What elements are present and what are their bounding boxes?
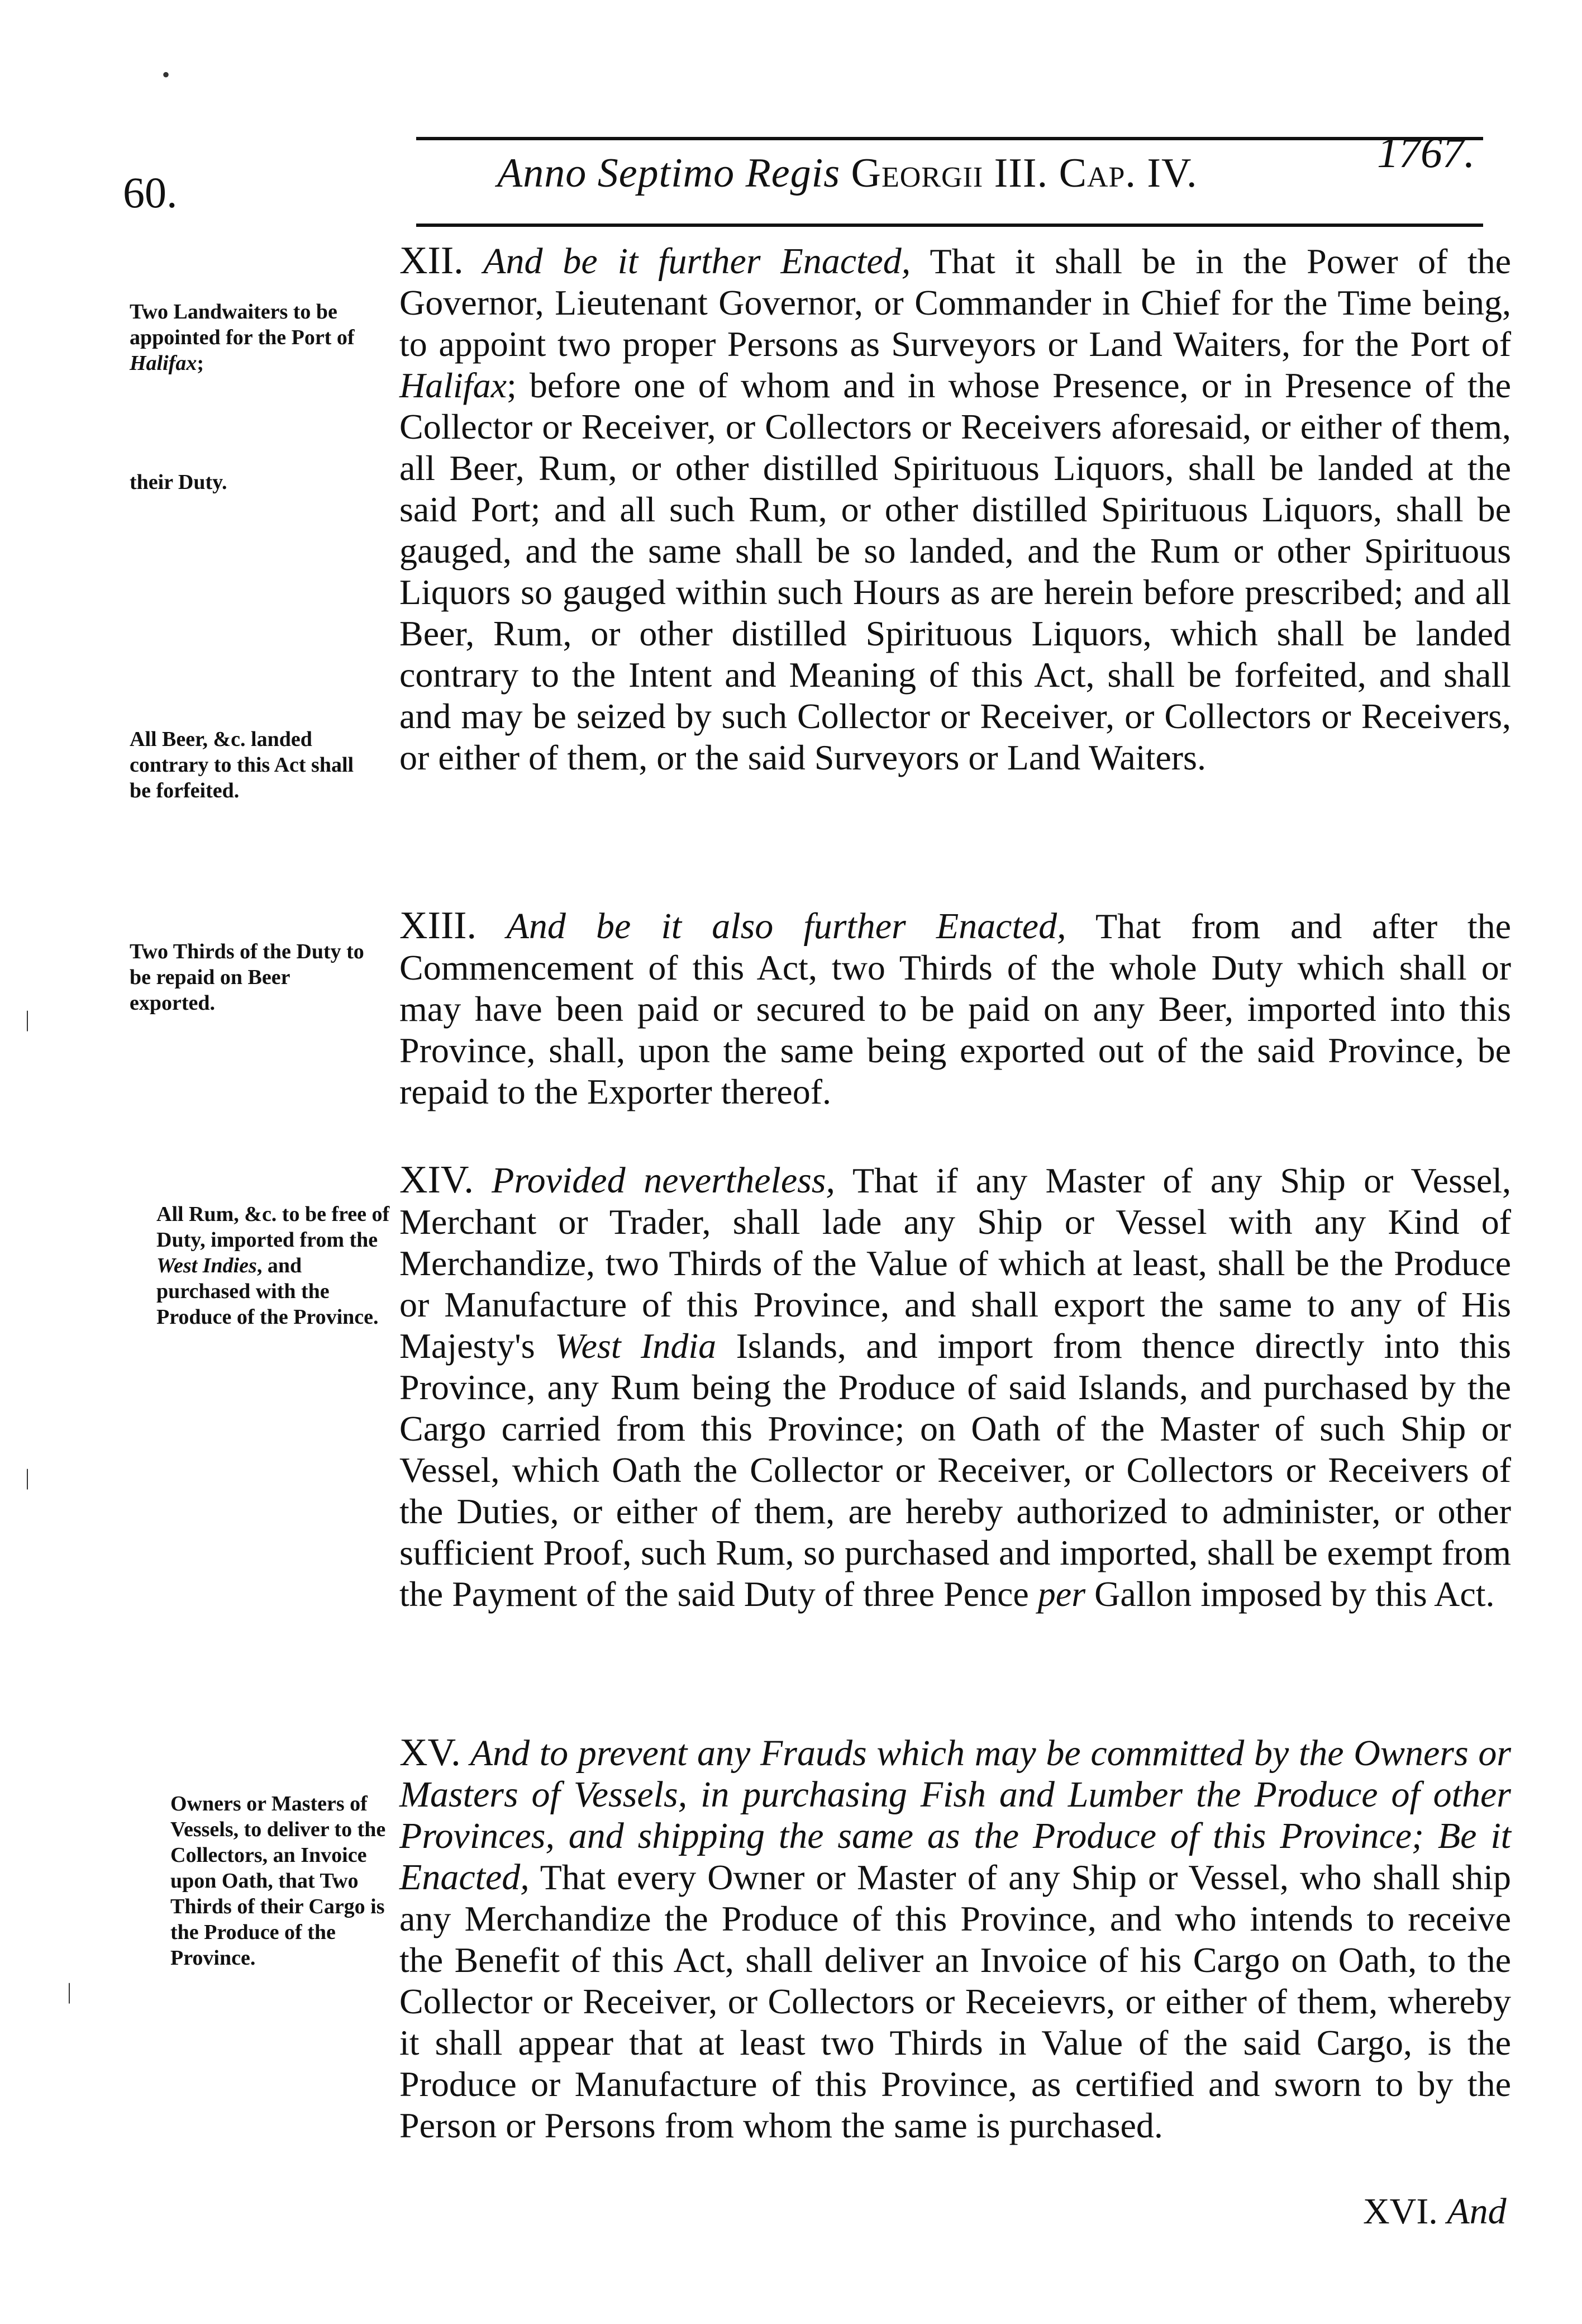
- running-head-italic: Anno Septimo Regis: [497, 150, 841, 196]
- sidenote-text: Two Landwaiters to be appointed for the Port of: [130, 300, 355, 349]
- sidenote-duty: their Duty.: [130, 470, 227, 494]
- sidenote-text: All Rum, &c. to be free of Duty, imported from the: [156, 1203, 390, 1252]
- catchword-number: XVI.: [1363, 2191, 1438, 2232]
- section-place: Halifax: [399, 365, 507, 405]
- section-xiii: [399, 905, 1511, 1113]
- stray-mark: |: [25, 1006, 30, 1032]
- sidenote-beer-exported: Two Thirds of the Duty to be repaid on Beer exported.: [130, 940, 364, 1015]
- stray-mark: |: [67, 1979, 72, 2004]
- section-text: Islands, and import from thence directly into this Province, any Rum being the Produce of said Islands, and purchased by the Cargo carried from this Province; on Oath of the Master of such Ship or Vessel, which Oath the Collector or Receiver, or Collectors or Receivers of the Duties, or either of them, are hereby authorized to administer, or other sufficient Proof, such Rum, so purchased and imported, shall be exempt from the Payment of the said Duty of three Pence: [399, 1326, 1512, 1614]
- section-lead: Provided nevertheless,: [492, 1160, 835, 1201]
- section-per: per: [1037, 1574, 1086, 1614]
- section-number: XV.: [399, 1731, 461, 1774]
- section-text: That every Owner or Master of any Ship or Vessel, who shall ship any Merchandize the Produce of this Province, and who intends to receive the Benefit of this Act, shall deliver an Invoice of his Cargo on Oath, to the Collector or Receiver, or Collectors or Receievrs, or either of them, whereby it shall appear that at least two Thirds in Value of the said Cargo, is the Produce or Manufacture of this Province, as certified and sworn to by the Person or Persons from whom the same is purchased.: [399, 1857, 1511, 2145]
- sidenote-place: West Indies: [156, 1254, 257, 1277]
- sidenote-text: , and purchased with the Produce of the Province.: [156, 1254, 379, 1329]
- sidenote-text: ;: [197, 351, 204, 375]
- header-rule-bottom: [416, 224, 1483, 227]
- stray-mark: |: [25, 1465, 30, 1490]
- section-xv: [399, 1732, 1511, 2146]
- section-lead: And be it also further Enacted,: [506, 906, 1066, 947]
- section-lead: And to prevent any Frauds which may be committed by the Owners or Masters of Vessels, in purchasing Fish and Lumber the Produce of other Provinces, and shipping the same as the Produce of this Province; Be it Enacted,: [399, 1733, 1512, 1898]
- page-number: 60.: [123, 168, 178, 217]
- section-number: XIV.: [399, 1158, 474, 1201]
- section-number: XIII.: [399, 904, 476, 947]
- section-number: XII.: [399, 239, 464, 282]
- sidenote-rum-free: [156, 1201, 391, 1330]
- section-xii: [399, 240, 1511, 778]
- section-text: That from and after the Commencement of this Act, two Thirds of the whole Duty which shall or may have been paid or secured to be paid on any Beer, imported into this Province, shall, upon the same being exported out of the said Province, be repaid to the Exporter thereof.: [399, 906, 1512, 1111]
- section-text: ; before one of whom and in whose Presence, or in Presence of the Collector or Receiver, or Collectors or Receivers aforesaid, or either of them, all Beer, Rum, or other distilled Spirituous Liquors, shall be landed at the said Port; and all such Rum, or other distilled Spirituous Liquors, shall be gauged, and the same shall be so landed, and the Rum or other Spirituous Liquors so gauged within such Hours as are herein before prescribed; and all Beer, Rum, or other distilled Spirituous Liquors, which shall be landed contrary to the Intent and Meaning of this Act, shall be forfeited, and shall and may be seized by such Collector or Receiver, or Collectors or Receivers, or either of them, or the said Surveyors or Land Waiters.: [399, 365, 1511, 777]
- running-head-cap: Cap. IV.: [1059, 150, 1198, 196]
- catchword: [1363, 2190, 1507, 2233]
- section-xiv: [399, 1159, 1511, 1615]
- section-text: Gallon imposed by this Act.: [1085, 1574, 1495, 1614]
- running-head: [497, 150, 1197, 197]
- section-text: That if any Master of any Ship or Vessel, Merchant or Trader, shall lade any Ship or Vessel with any Kind of Merchandize, two Thirds of the Value of which at least, shall be the Produce or Manufacture of this Province, and shall export the same to any of His Majesty's: [399, 1161, 1512, 1366]
- section-place: West India: [555, 1326, 717, 1366]
- sidenote-place: Halifax: [130, 351, 197, 375]
- running-head-king: Georgii III.: [851, 150, 1049, 196]
- page-year: 1767.: [1377, 128, 1475, 177]
- section-text: That it shall be in the Power of the Governor, Lieutenant Governor, or Commander in Chief for the Time being, to appoint two proper Persons as Surveyors or Land Waiters, for the Port of: [399, 241, 1512, 364]
- sidenote-beer-forfeited: All Beer, &c. landed contrary to this Act shall be forfeited.: [130, 728, 354, 802]
- sidenote-owners-invoice: Owners or Masters of Vessels, to deliver to the Collectors, an Invoice upon Oath, that Two Thirds of their Cargo is the Produce of the Province.: [170, 1792, 386, 1970]
- sidenote-landwaiters: [130, 299, 370, 376]
- header-rule-top: [416, 137, 1483, 140]
- section-lead: And be it further Enacted,: [483, 241, 911, 282]
- stray-mark: •: [162, 62, 170, 87]
- catchword-word: And: [1447, 2191, 1507, 2232]
